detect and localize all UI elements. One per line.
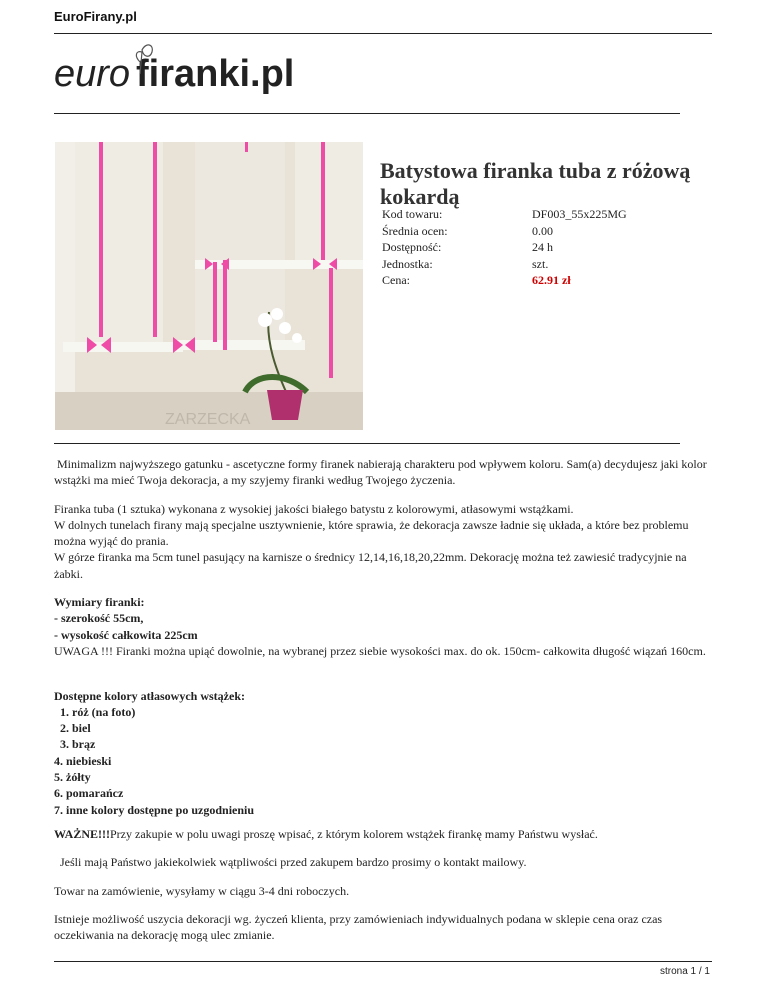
product-description [54, 456, 710, 955]
color-item: 7. inne kolory dostępne po uzgodnieniu [54, 802, 255, 817]
dims-heading: Wymiary firanki: [54, 595, 145, 610]
desc-line: W dolnych tunelach firany mają specjalne usztywnienie, które sprawia, że dekoracja zawsze ładnie się układa, a które bez problemu można wyjąć do prania. [54, 517, 689, 549]
color-item: 4. niebieski [54, 753, 112, 768]
price-value: 62.91 zł [532, 273, 571, 287]
detail-row-price [382, 272, 627, 289]
logo-text-right: firanki.pl [136, 53, 295, 95]
detail-value: DF003_55x225MG [532, 207, 627, 221]
image-watermark: ZARZECKA [165, 411, 251, 428]
desc-details [54, 501, 710, 582]
desc-colors [54, 671, 710, 818]
dims-width: - szerokość 55cm, [54, 611, 144, 626]
color-item: 1. róż (na foto) [54, 704, 136, 719]
desc-line: W górze firanka ma 5cm tunel pasujący na karnisze o średnicy 12,14,16,18,20,22mm. Dekorację można też zawiesić tradycyjnie na żabki. [54, 550, 687, 581]
desc-contact: Jeśli mają Państwo jakiekolwiek wątpliwości przed zakupem bardzo prosimy o kontakt mailowy. [54, 855, 527, 870]
logo-text-left: euro [54, 53, 131, 95]
dims-note: UWAGA !!! Firanki można upiąć dowolnie, na wybranej przez siebie wysokości max. do ok. 150cm- całkowita długość wiązań 160cm. [54, 643, 706, 658]
detail-row-code [382, 206, 627, 223]
desc-important [54, 826, 710, 842]
desc-dimensions [54, 594, 710, 659]
important-label: WAŻNE!!! [54, 826, 110, 841]
dims-height: - wysokość całkowita 225cm [54, 627, 198, 642]
header-divider [54, 33, 712, 34]
detail-label: Dostępność: [382, 240, 442, 254]
detail-value: 0.00 [532, 223, 553, 238]
desc-order-info: Towar na zamówienie, wysyłamy w ciągu 3-4 dni roboczych. [54, 883, 350, 898]
detail-label: Kod towaru: [382, 207, 443, 221]
important-text: Przy zakupie w polu uwagi proszę wpisać, z którym kolorem wstążek firankę mamy Państwu wysłać. [110, 826, 598, 841]
product-title: Batystowa firanka tuba z różową kokardą [380, 158, 691, 209]
detail-row-rating [382, 223, 627, 240]
detail-label: Średnia ocen: [382, 223, 448, 238]
desc-custom-info: Istnieje możliwość uszycia dekoracji wg. życzeń klienta, przy zamówieniach indywidualnych podana w sklepie cena oraz czas oczekiwania na dekorację mogą ulec zmianie. [54, 911, 663, 943]
product-details [382, 206, 627, 289]
detail-row-availability [382, 239, 627, 256]
detail-label: Jednostka: [382, 256, 433, 271]
detail-row-unit [382, 256, 627, 273]
footer-divider [54, 961, 712, 962]
desc-intro: Minimalizm najwyższego gatunku - ascetyczne formy firanek nabierają charakteru pod wpływem koloru. Sam(a) decydujesz jaki kolor wstążki ma mieć Twoja dekoracja, a my szyjemy firanki według Twojego życzenia. [54, 457, 710, 488]
color-item: 5. żółty [54, 770, 91, 785]
product-image [55, 142, 363, 430]
site-logo[interactable] [54, 40, 354, 104]
color-item: 3. brąz [54, 737, 96, 752]
desc-line: Firanka tuba (1 sztuka) wykonana z wysokiej jakości białego batystu z kolorowymi, atłasowymi wstążkami. [54, 501, 574, 516]
logo-divider [54, 113, 680, 114]
detail-value: szt. [532, 256, 549, 271]
detail-value: 24 h [532, 240, 553, 254]
color-item: 6. pomarańcz [54, 786, 124, 801]
detail-label: Cena: [382, 273, 410, 287]
page-number: strona 1 / 1 [659, 966, 710, 977]
colors-heading: Dostępne kolory atłasowych wstążek: [54, 688, 245, 703]
color-item: 2. biel [54, 721, 91, 736]
content-divider [54, 443, 680, 444]
site-header-title: EuroFirany.pl [54, 9, 137, 24]
